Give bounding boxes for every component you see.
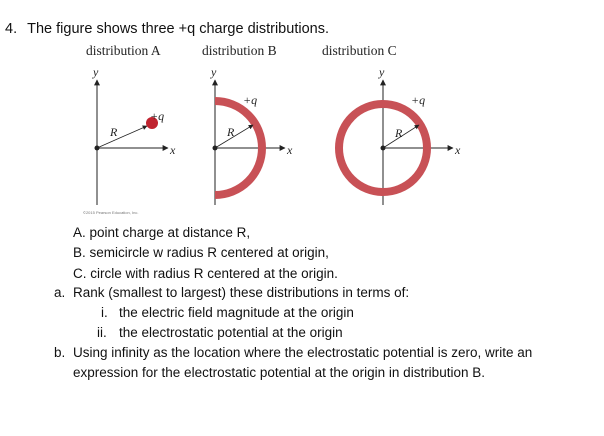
panel-c-origin-dot	[381, 146, 386, 151]
panel-c-radius-label: R	[395, 126, 403, 140]
panel-a	[92, 65, 176, 205]
part-b-label: b.	[54, 345, 66, 360]
panel-b-origin-dot	[213, 146, 218, 151]
panel-a-radius-arrow	[97, 126, 147, 148]
panel-a-radius-label: R	[110, 125, 118, 139]
panel-a-y-label: y	[93, 65, 99, 79]
description-c: C. circle with radius R centered at the origin.	[73, 266, 338, 281]
question-number: 4.	[5, 21, 18, 37]
question-heading	[5, 21, 329, 37]
question-text: The figure shows three +q charge distributions.	[27, 21, 329, 37]
panel-a-origin-dot	[95, 146, 100, 151]
panel-title-b: distribution B	[202, 43, 277, 58]
panel-c	[339, 65, 461, 205]
panel-b	[210, 65, 293, 205]
charge-distribution-figure	[0, 60, 604, 220]
panel-title-c: distribution C	[322, 43, 397, 58]
part-a-item-i-text: the electric field magnitude at the origin	[119, 305, 354, 320]
part-a-label: a.	[54, 285, 66, 300]
part-b-line-2: expression for the electrostatic potential at the origin in distribution B.	[73, 365, 485, 380]
part-b-line-1: Using infinity as the location where the electrostatic potential is zero, write an	[73, 345, 533, 360]
description-a: A. point charge at distance R,	[73, 225, 251, 240]
panel-b-charge-label: +q	[243, 93, 258, 107]
panel-c-y-label: y	[379, 65, 385, 79]
panel-c-charge-label: +q	[411, 93, 426, 107]
part-a-item-ii-text: the electrostatic potential at the origin	[119, 325, 343, 340]
panel-a-charge-label: +q	[150, 109, 165, 123]
panel-title-a: distribution A	[86, 43, 161, 58]
panel-a-x-label: x	[170, 143, 176, 157]
figure-copyright: ©2015 Pearson Education, Inc.	[83, 210, 139, 215]
panel-b-y-label: y	[211, 65, 217, 79]
panel-c-x-label: x	[455, 143, 461, 157]
panel-b-radius-label: R	[227, 125, 235, 139]
part-a-item-i-label: i.	[101, 305, 108, 320]
part-a-item-ii-label: ii.	[97, 325, 107, 340]
part-a-text: Rank (smallest to largest) these distributions in terms of:	[73, 285, 410, 300]
description-b: B. semicircle w radius R centered at origin,	[73, 245, 329, 260]
panel-b-x-label: x	[287, 143, 293, 157]
